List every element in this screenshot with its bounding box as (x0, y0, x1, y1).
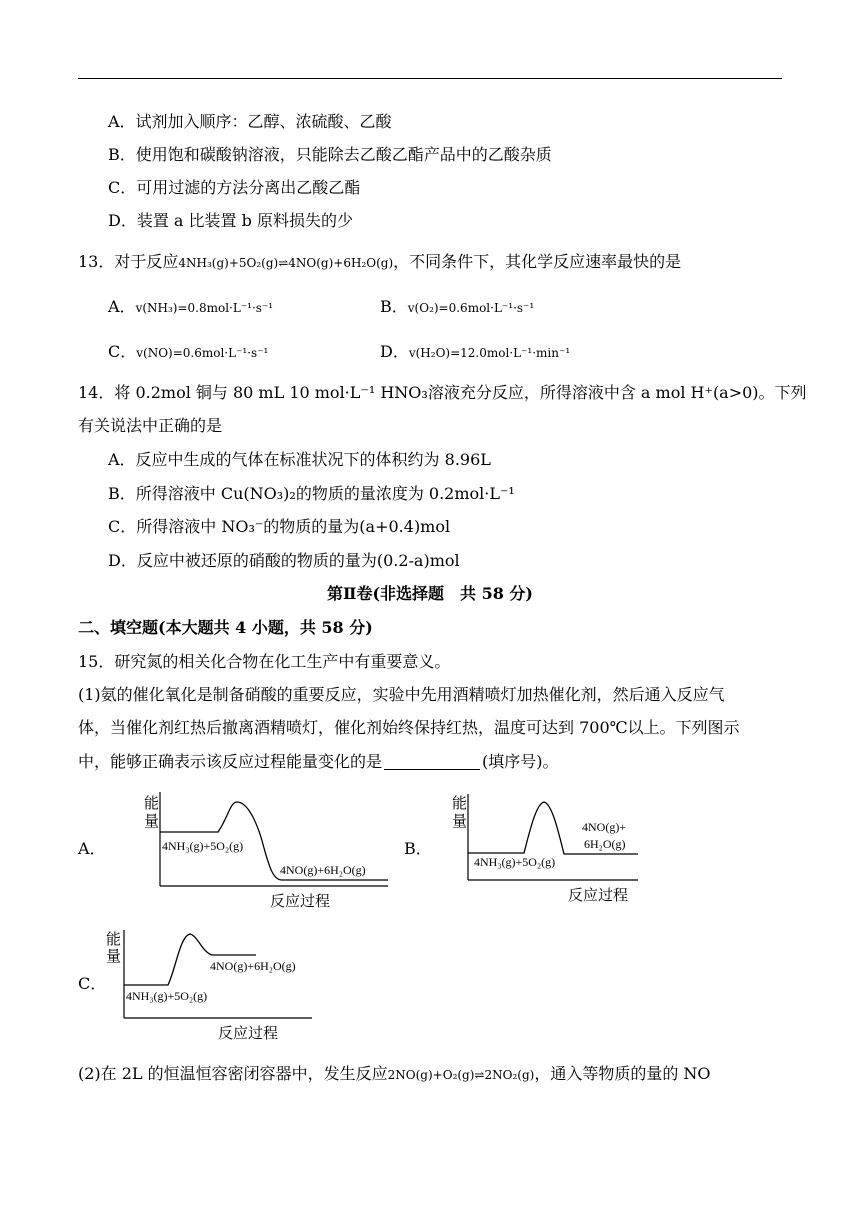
diagram-b-label: B． (404, 839, 432, 858)
q15-part1-line1: (1)氨的催化氧化是制备硝酸的重要反应，实验中先用酒精喷灯加热催化剂，然后通入反应气 (78, 685, 725, 704)
x-axis-label: 反应过程 (270, 892, 331, 910)
energy-diagram-b (450, 790, 650, 908)
q14-option-d: D．反应中被还原的硝酸的物质的量为(0.2-a)mol (108, 551, 460, 570)
q15-part1-line3: 中，能够正确表示该反应过程能量变化的是 (填序号)。 (78, 752, 559, 771)
y-axis-label-top: 能 (144, 794, 160, 812)
reactants-label: 4NH₃(g)+5O₂(g) (126, 989, 208, 1003)
q14-option-c: C．所得溶液中 NO₃⁻的物质的量为(a+0.4)mol (108, 517, 451, 536)
answer-blank[interactable] (384, 753, 480, 770)
q12-option-b: B．使用饱和碳酸钠溶液，只能除去乙酸乙酯产品中的乙酸杂质 (108, 145, 552, 164)
reactants-label: 4NH₃(g)+5O₂(g) (474, 855, 556, 869)
x-axis-label: 反应过程 (218, 1024, 279, 1042)
q13-stem: 13．对于反应4NH₃(g)+5O₂(g)⇌4NO(g)+6H₂O(g)，不同条件下，其化学反应速率最快的是 (78, 252, 682, 271)
q13-option-d: D．v(H₂O)=12.0mol·L⁻¹·min⁻¹ (380, 342, 571, 361)
energy-diagram-a (140, 788, 400, 910)
q14-stem-line1: 14．将 0.2mol 铜与 80 mL 10 mol·L⁻¹ HNO₃溶液充分反应，所得溶液中含 a mol H⁺(a>0)。下列 (78, 383, 807, 402)
products-label-line1: 4NO(g)+ (582, 820, 627, 834)
header-rule (78, 78, 782, 79)
q13-reaction: 4NH₃(g)+5O₂(g)⇌4NO(g)+6H₂O(g) (178, 256, 394, 270)
q15-stem: 15．研究氮的相关化合物在化工生产中有重要意义。 (78, 652, 451, 671)
diagram-a-label: A． (78, 839, 106, 858)
products-label: 4NO(g)+6H₂O(g) (280, 863, 366, 877)
y-axis-label-bottom: 量 (106, 947, 122, 965)
q13-option-a: A．v(NH₃)=0.8mol·L⁻¹·s⁻¹ (108, 297, 274, 316)
q13-option-b: B．v(O₂)=0.6mol·L⁻¹·s⁻¹ (380, 297, 535, 316)
section-title: 第Ⅱ卷(非选择题 共 58 分) (326, 584, 534, 603)
q13-option-c: C．v(NO)=0.6mol·L⁻¹·s⁻¹ (108, 342, 269, 361)
reactants-label: 4NH₃(g)+5O₂(g) (162, 839, 244, 853)
y-axis-label-top: 能 (106, 930, 122, 948)
diagram-c-label: C． (78, 974, 107, 993)
q12-option-a: A．试剂加入顺序：乙醇、浓硫酸、乙酸 (108, 112, 392, 131)
q14-option-b: B．所得溶液中 Cu(NO₃)₂的物质的量浓度为 0.2mol·L⁻¹ (108, 484, 515, 503)
q14-option-a: A．反应中生成的气体在标准状况下的体积约为 8.96L (108, 450, 491, 469)
q15-part2: (2)在 2L 的恒温恒容密闭容器中，发生反应2NO(g)+O₂(g)⇌2NO₂(g)，通入等物质的量的 NO (78, 1064, 711, 1083)
y-axis-label-bottom: 量 (452, 812, 468, 830)
y-axis-label-bottom: 量 (144, 812, 160, 830)
y-axis-label-top: 能 (452, 794, 468, 812)
section-heading: 二、填空题(本大题共 4 小题，共 58 分) (78, 618, 373, 637)
q12-option-d: D．装置 a 比装置 b 原料损失的少 (108, 211, 353, 230)
products-label-line2: 6H₂O(g) (584, 837, 626, 851)
q15-part1-line2: 体，当催化剂红热后撤离酒精喷灯，催化剂始终保持红热，温度可达到 700℃以上。下列图示 (78, 718, 740, 737)
energy-diagram-c (104, 928, 324, 1044)
q12-option-c: C．可用过滤的方法分离出乙酸乙酯 (108, 178, 361, 197)
products-label: 4NO(g)+6H₂O(g) (210, 959, 296, 973)
q15-part2-reaction: 2NO(g)+O₂(g)⇌2NO₂(g) (387, 1068, 535, 1082)
q14-stem-line2: 有关说法中正确的是 (78, 416, 223, 435)
x-axis-label: 反应过程 (568, 886, 629, 904)
